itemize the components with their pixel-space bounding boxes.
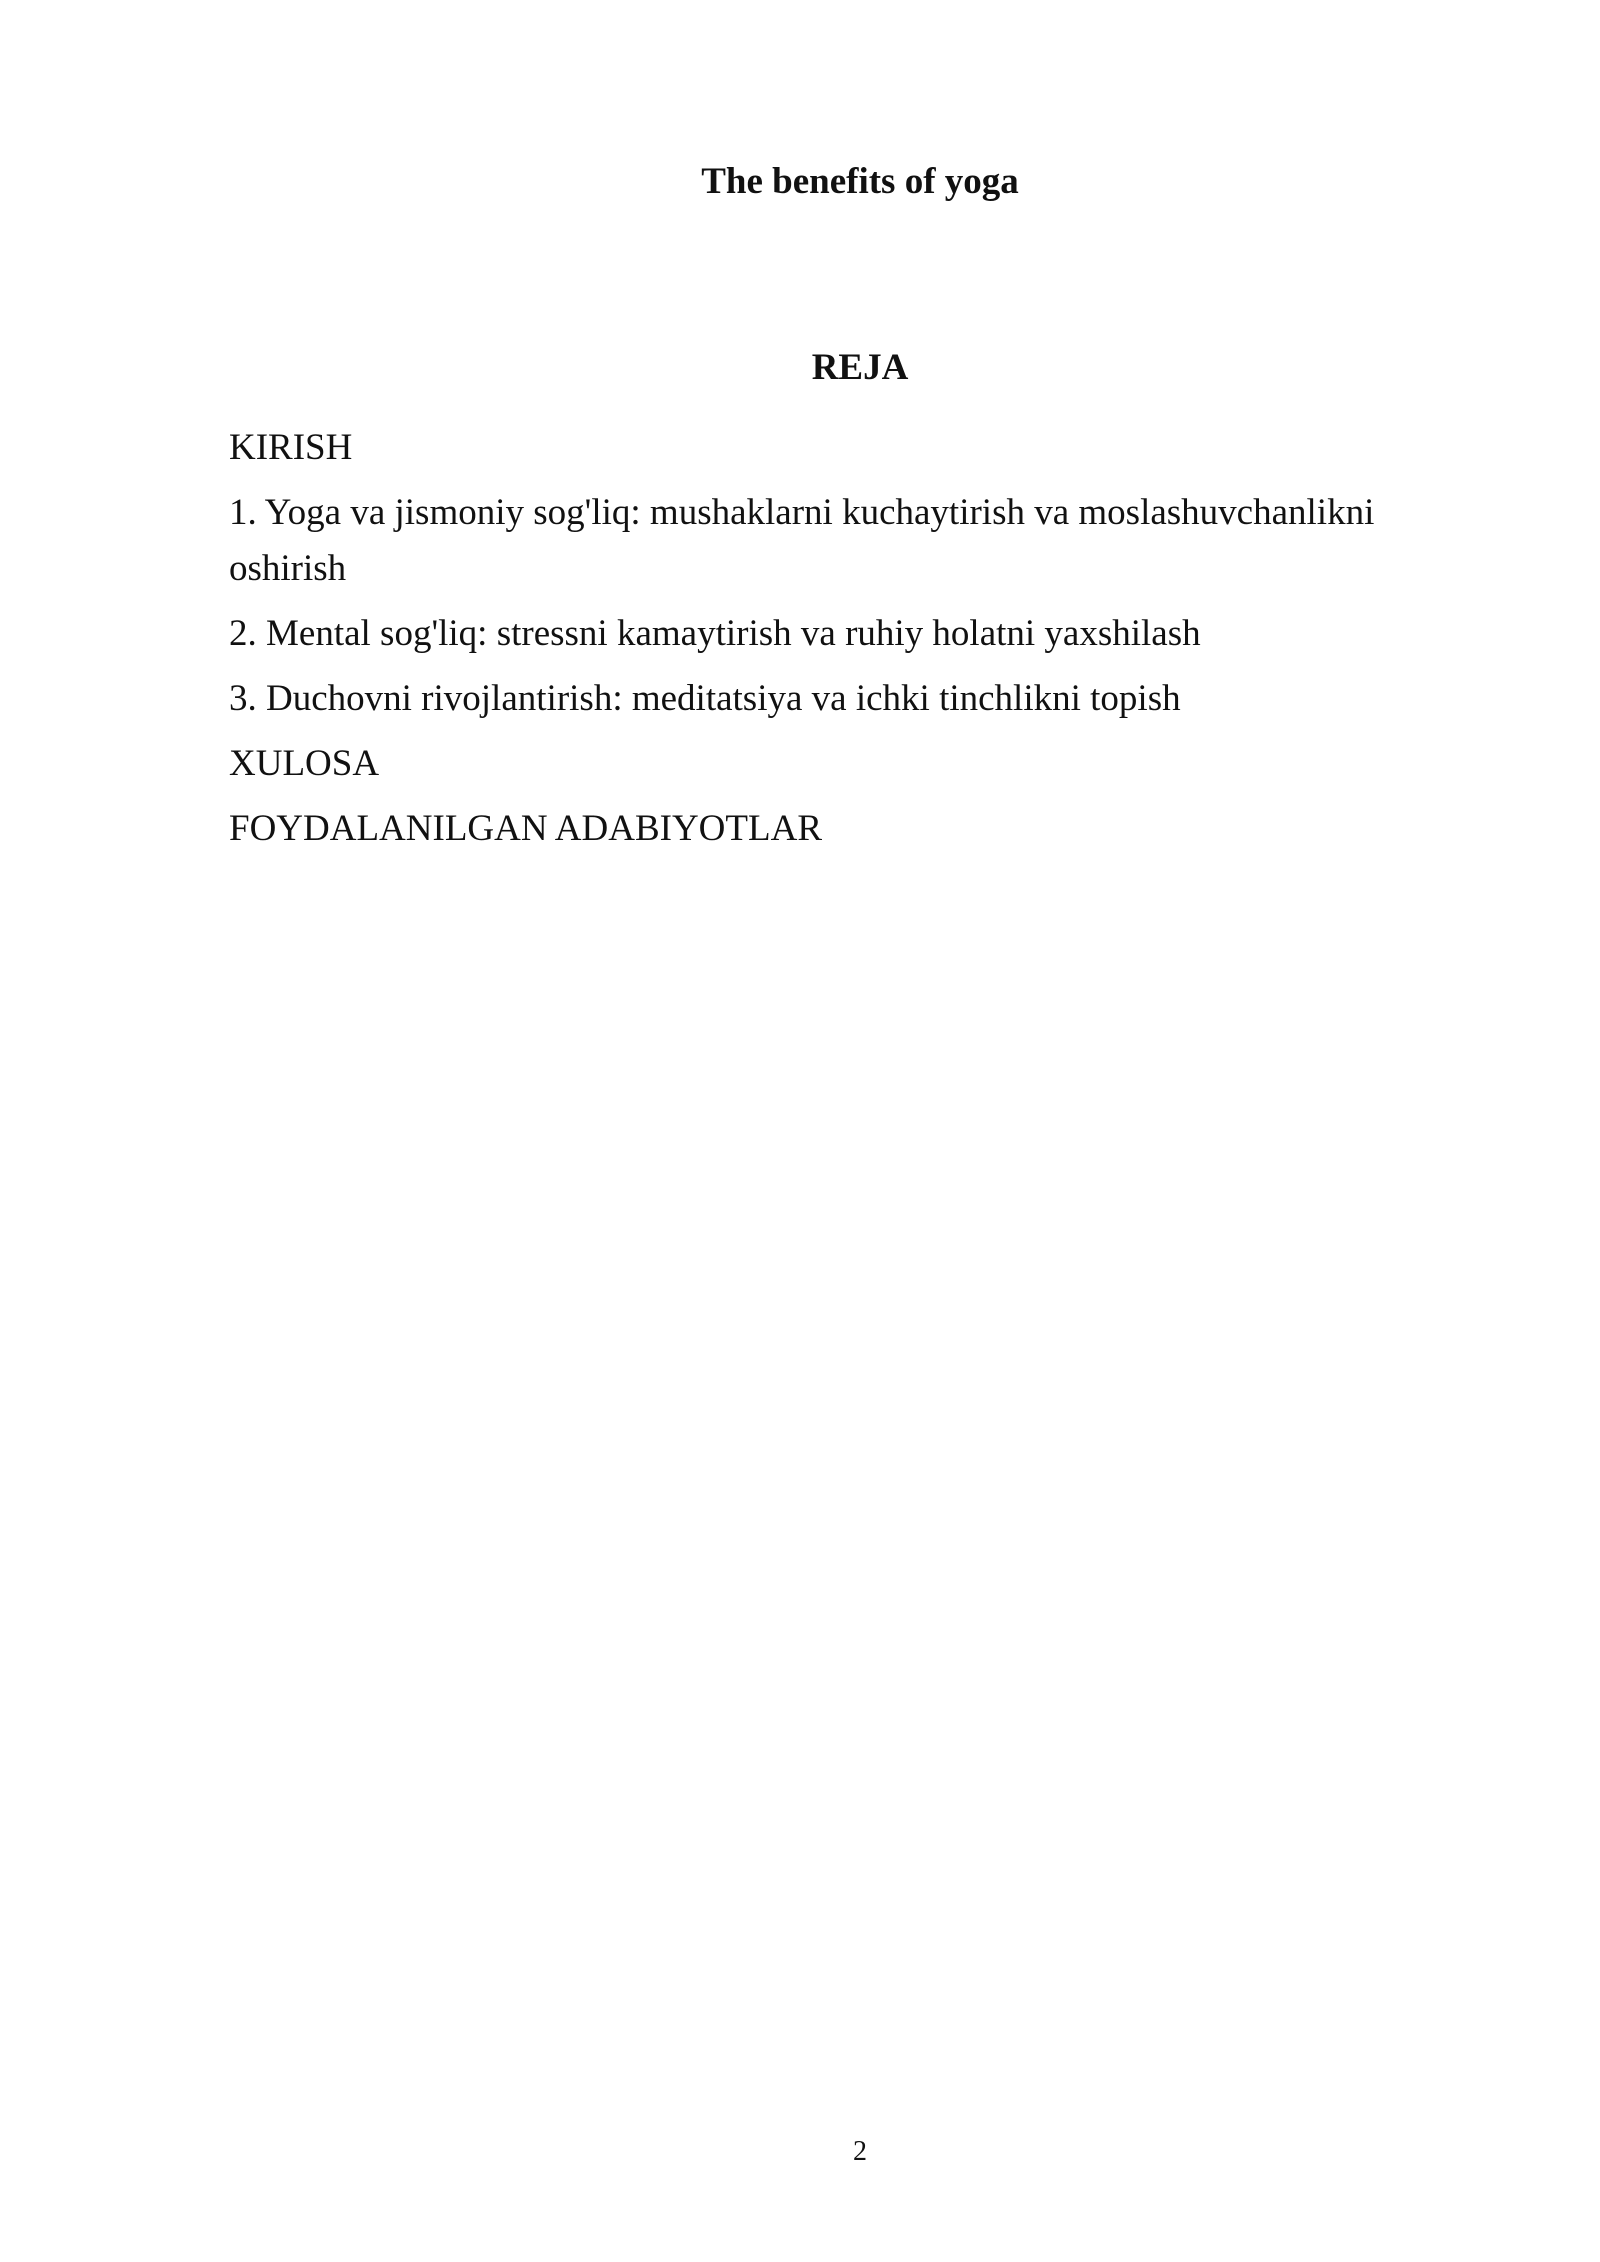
plan-item-1: 1. Yoga va jismoniy sog'liq: mushaklarni kuchaytirish va moslashuvchanlikni oshirish (229, 492, 1375, 589)
plan-item-references: FOYDALANILGAN ADABIYOTLAR (229, 808, 822, 849)
plan-item-conclusion: XULOSA (229, 743, 380, 784)
document-title: The benefits of yoga (701, 161, 1019, 202)
plan-item-3: 3. Duchovni rivojlantirish: meditatsiya va ichki tinchlikni topish (229, 678, 1181, 719)
page-number: 2 (853, 2136, 867, 2167)
plan-heading: REJA (811, 347, 909, 388)
plan-list (229, 420, 1409, 866)
plan-item-intro: KIRISH (229, 427, 353, 468)
plan-item-2: 2. Mental sog'liq: stressni kamaytirish va ruhiy holatni yaxshilash (229, 613, 1201, 654)
